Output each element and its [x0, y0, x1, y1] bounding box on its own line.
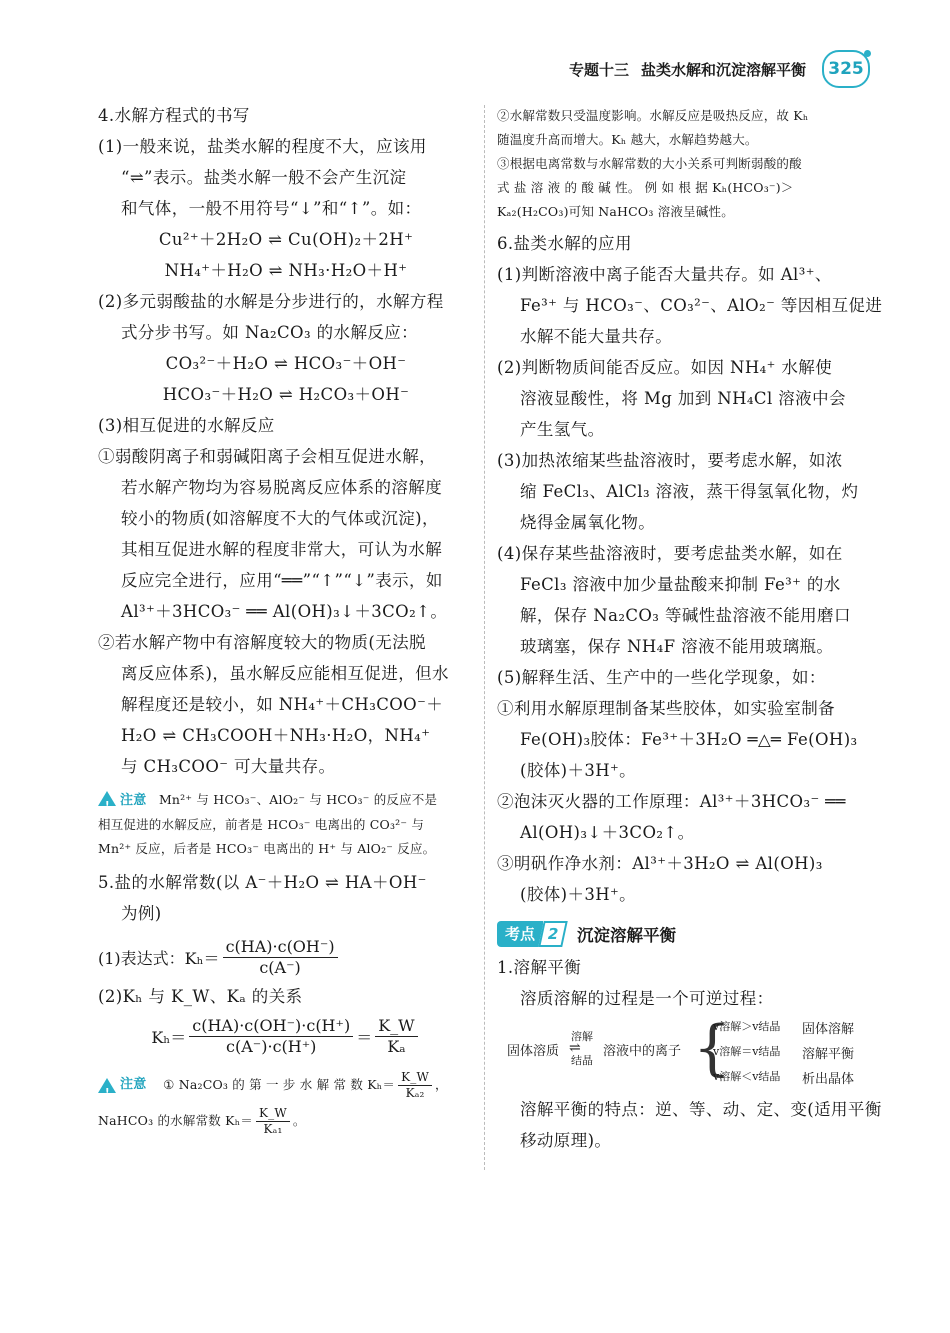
- text-line: ①弱酸阴离子和弱碱阳离子会相互促进水解，: [98, 447, 436, 466]
- kh-relation-label: (2)Kₕ 与 K_W、Kₐ 的关系: [98, 987, 303, 1006]
- text-line: 玻璃塞，保存 NH₄F 溶液不能用玻璃瓶。: [520, 637, 834, 656]
- text-line: 和气体，一般不用符号“↓”和“↑”。如：: [121, 199, 422, 218]
- text-line: 1.溶解平衡: [497, 958, 582, 977]
- section-title: 沉淀溶解平衡: [577, 926, 677, 945]
- text-line: (胶体)＋3H⁺。: [520, 885, 637, 904]
- text-line: 4.水解方程式的书写: [98, 106, 250, 125]
- text-line: (胶体)＋3H⁺。: [520, 761, 637, 780]
- text-line: FeCl₃ 溶液中加少量盐酸来抑制 Fe³⁺ 的水: [520, 575, 841, 594]
- page-dot-icon: [864, 50, 871, 57]
- text-line: 缩 FeCl₃、AlCl₃ 溶液，蒸干得氢氧化物，灼: [520, 482, 859, 501]
- note-line: Kₐ₂(H₂CO₃)可知 NaHCO₃ 溶液呈碱性。: [497, 204, 734, 219]
- column-divider: [484, 105, 485, 1170]
- kh-relation: Kₕ＝ $\frac{c(HA)\cdot c(OH^-)\cdot c(H^+)}{c(A^-)\cdot c(H^+)}$ ＝ $\frac{K\_W}{\text{Kₐ}}$: [98, 1012, 474, 1060]
- text-line: ③明矾作净水剂：Al³⁺＋3H₂O ⇌ Al(OH)₃: [497, 854, 823, 873]
- text-line: 较小的物质(如溶解度不大的气体或沉淀)，: [121, 509, 439, 528]
- right-column: [497, 100, 883, 1156]
- text-line: 水解不能大量共存。: [520, 327, 673, 346]
- text-line: (3)相互促进的水解反应: [98, 416, 275, 435]
- section-number: 2: [538, 921, 568, 947]
- section-tag: 考点: [497, 921, 543, 947]
- chapter-title: 盐类水解和沉淀溶解平衡: [640, 60, 806, 79]
- text-line: 离反应体系)，虽水解反应能相互促进，但水: [121, 664, 449, 683]
- note-line: 随温度升高而增大。Kₕ 越大，水解趋势越大。: [497, 132, 758, 147]
- text-line: 移动原理)。: [520, 1131, 612, 1150]
- left-column: [98, 100, 474, 1140]
- note-line: ③根据电离常数与水解常数的大小关系可判断弱酸的酸: [497, 156, 802, 171]
- text-line: 5.盐的水解常数(以 A⁻＋H₂O ⇌ HA＋OH⁻: [98, 873, 427, 892]
- text-line: (1)判断溶液中离子能否大量共存。如 Al³⁺、: [497, 265, 832, 284]
- text-line: Fe³⁺ 与 HCO₃⁻、CO₃²⁻、AlO₂⁻ 等因相互促进: [520, 296, 883, 315]
- text-line: 解程度还是较小，如 NH₄⁺＋CH₃COO⁻＋: [121, 695, 444, 714]
- text-line: Cu²⁺＋2H₂O ⇌ Cu(OH)₂＋2H⁺: [158, 230, 414, 249]
- text-line: (1)一般来说，盐类水解的程度不大，应该用: [98, 137, 427, 156]
- text-line: 溶解平衡的特点：逆、等、动、定、变(适用平衡: [520, 1100, 882, 1119]
- text-line: Fe(OH)₃胶体：Fe³⁺＋3H₂O ═△═ Fe(OH)₃: [520, 730, 858, 749]
- text-line: 6.盐类水解的应用: [497, 234, 632, 253]
- text-line: (3)加热浓缩某些盐溶液时，要考虑水解，如浓: [497, 451, 843, 470]
- dissolution-diagram: 固体溶质 溶解 ⇌ 结晶 溶液中的离子 { v溶解＞v结晶 v溶解＝v结晶 v溶解＜v结晶 固体溶解 溶解平衡 析出晶体: [507, 1013, 855, 1087]
- note-line: 式 盐 溶 液 的 酸 碱 性。 例 如 根 据 Kₕ(HCO₃⁻)＞: [497, 180, 794, 195]
- text-line: (2)多元弱酸盐的水解是分步进行的，水解方程: [98, 292, 444, 311]
- kh-expression: (1)表达式： Kₕ＝ $\frac{c(HA)\cdot c(OH^-)}{c(A^-)}$: [98, 933, 474, 981]
- chapter-label: 专题十三: [568, 60, 629, 79]
- text-line: 为例): [121, 904, 162, 923]
- text-line: ②泡沫灭火器的工作原理：Al³⁺＋3HCO₃⁻ ══: [497, 792, 846, 811]
- text-line: Al³⁺＋3HCO₃⁻ ══ Al(OH)₃↓＋3CO₂↑。: [121, 602, 448, 621]
- text-line: 式分步书写。如 Na₂CO₃ 的水解反应：: [121, 323, 419, 342]
- text-line: HCO₃⁻＋H₂O ⇌ H₂CO₃＋OH⁻: [162, 385, 410, 404]
- text-line: 反应完全进行，应用“══”“↑”“↓”表示，如: [121, 571, 443, 590]
- warning-icon: !: [98, 791, 116, 806]
- text-line: 若水解产物均为容易脱离反应体系的溶解度: [121, 478, 443, 497]
- warning-icon: !: [98, 1078, 116, 1093]
- text-line: 溶液显酸性，将 Mg 加到 NH₄Cl 溶液中会: [520, 389, 846, 408]
- text-line: (4)保存某些盐溶液时，要考虑盐类水解，如在: [497, 544, 843, 563]
- page-number: 325: [822, 50, 870, 88]
- text-line: 烧得金属氧化物。: [520, 513, 656, 532]
- text-line: 其相互促进水解的程度非常大，可认为水解: [121, 540, 443, 559]
- text-line: ②若水解产物中有溶解度较大的物质(无法脱: [98, 633, 426, 652]
- text-line: “⇌”表示。盐类水解一般不会产生沉淀: [121, 168, 407, 187]
- note-line: ②水解常数只受温度影响。水解反应是吸热反应，故 Kₕ: [497, 108, 809, 123]
- section-heading: [497, 920, 676, 948]
- text-line: 溶质溶解的过程是一个可逆过程：: [520, 989, 774, 1008]
- text-line: (2)判断物质间能否反应。如因 NH₄⁺ 水解使: [497, 358, 833, 377]
- text-line: 产生氢气。: [520, 420, 605, 439]
- text-line: Al(OH)₃↓＋3CO₂↑。: [520, 823, 695, 842]
- text-line: 解，保存 Na₂CO₃ 等碱性盐溶液不能用磨口: [520, 606, 851, 625]
- text-line: ①利用水解原理制备某些胶体，如实验室制备: [497, 699, 835, 718]
- text-line: (5)解释生活、生产中的一些化学现象，如：: [497, 668, 826, 687]
- text-line: CO₃²⁻＋H₂O ⇌ HCO₃⁻＋OH⁻: [165, 354, 407, 373]
- note-2: ! 注意 ① Na₂CO₃ 的 第 一 步 水 解 常 数 Kₕ＝ $\frac{K\_W}{\text{Kₐ₂}}$ ， NaHCO₃ 的水解常数 Kₕ＝ $\frac{K\_W}{\text{Kₐ₁}}$ 。: [98, 1069, 448, 1136]
- note-1: ! 注意 Mn²⁺ 与 HCO₃⁻、AlO₂⁻ 与 HCO₃⁻ 的反应不是 相互促进的水解反应，前者是 HCO₃⁻ 电离出的 CO₃²⁻ 与 Mn²⁺ 反应，后者是 HCO₃⁻ 电离出的 H⁺ 与 AlO₂⁻ 反应。: [98, 792, 438, 856]
- text-line: H₂O ⇌ CH₃COOH＋NH₃·H₂O，NH₄⁺: [121, 726, 431, 745]
- page-header: [569, 50, 870, 88]
- text-line: NH₄⁺＋H₂O ⇌ NH₃·H₂O＋H⁺: [164, 261, 408, 280]
- text-line: 与 CH₃COO⁻ 可大量共存。: [121, 757, 336, 776]
